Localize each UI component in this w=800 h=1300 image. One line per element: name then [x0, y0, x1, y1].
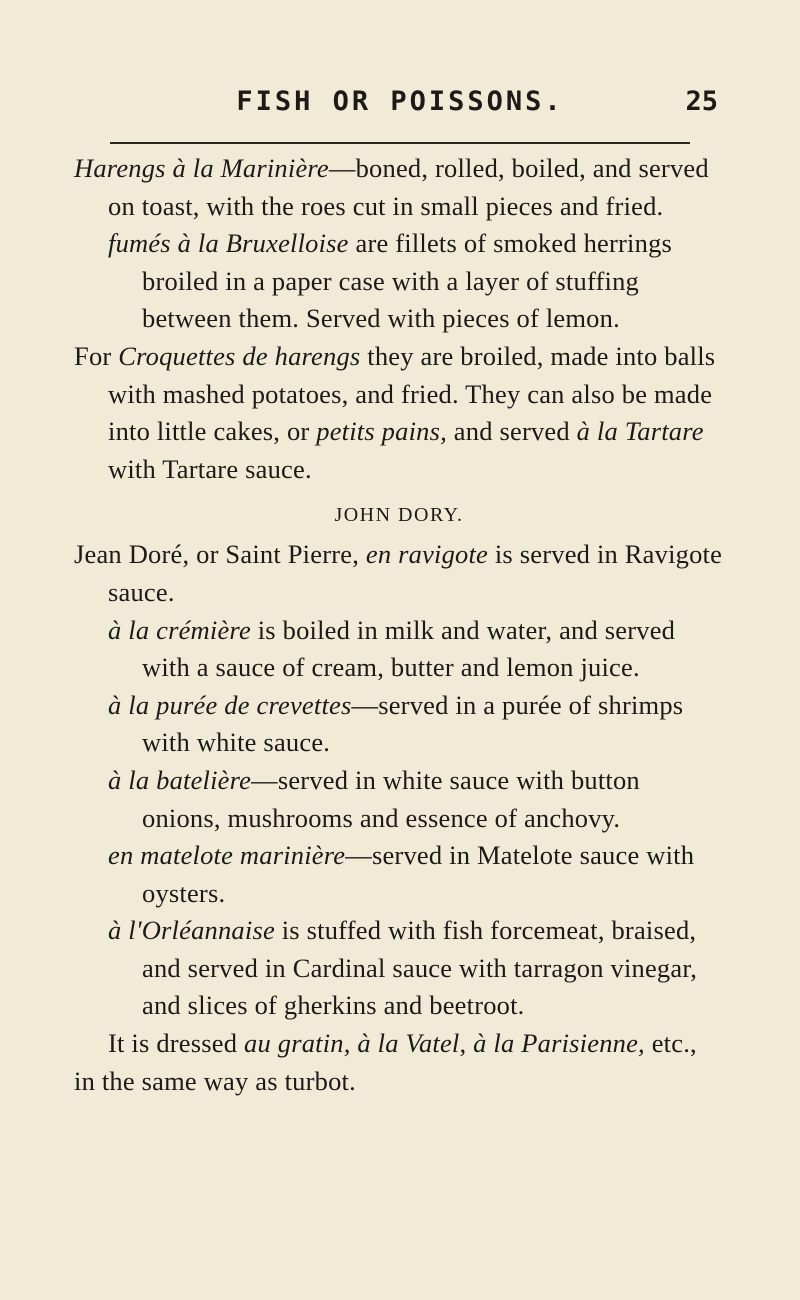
paragraph-puree-crevettes [108, 687, 724, 762]
paragraph-orleannaise [108, 912, 724, 1025]
italic-term: fumés à la Bruxelloise [108, 228, 349, 259]
paragraph-text: etc., in the same way as turbot. [74, 1028, 697, 1096]
italic-term: en ravigote [365, 539, 489, 570]
paragraph-text: are fillets of smoked herrings broiled in a paper case with a layer of stuffing between them. Served with pieces of lemon. [142, 228, 673, 334]
paragraph-matelote [108, 837, 724, 912]
paragraph-text: —boned, rolled, boiled, and served on toast, with the roes cut in small pieces and fried. [108, 153, 709, 221]
italic-term: Croquettes de harengs [118, 340, 361, 371]
page-header [0, 86, 800, 126]
italic-term: Harengs à la Marinière [74, 153, 329, 183]
italic-term: à la purée de crevettes [108, 689, 352, 720]
italic-term: à l'Orléannaise [108, 915, 275, 946]
italic-term: petits pains, [316, 416, 447, 447]
paragraph-jean-dore [74, 536, 724, 611]
paragraph-text: For [74, 340, 119, 371]
paragraph-bateliere [108, 762, 724, 837]
paragraph-text: Jean Doré, or Saint Pierre, [74, 539, 366, 570]
paragraph-text: —served in a purée of shrimps with white sauce. [142, 689, 684, 758]
paragraph-text: —served in white sauce with button onions, mushrooms and essence of anchovy. [142, 764, 640, 833]
paragraph-text: is boiled in milk and water, and served with a sauce of cream, butter and lemon juice. [142, 614, 676, 683]
italic-term: au gratin, à la Vatel, à la Parisienne, [244, 1028, 645, 1059]
italic-term: à la crémière [108, 614, 251, 645]
paragraph-text: —served in Matelote sauce with oysters. [142, 840, 695, 908]
section-heading-john-dory: JOHN DORY. [334, 504, 464, 527]
paragraph-cremiere [108, 612, 724, 687]
paragraph-text: It is dressed [108, 1028, 245, 1059]
paragraph-croquettes [74, 338, 724, 488]
paragraph-text: with Tartare sauce. [108, 453, 312, 484]
italic-term: à la Tartare [576, 416, 704, 447]
page-body [74, 150, 724, 1100]
running-title: FISH OR POISSONS. [236, 86, 564, 117]
italic-term: en matelote marinière [108, 840, 346, 871]
paragraph-text: and served [446, 416, 577, 447]
paragraph-harengs-mariniere [74, 150, 724, 225]
paragraph-text: is stuffed with fish forcemeat, braised, and served in Cardinal sauce with tarragon vinegar, and slices of gherkins and beetroot. [142, 915, 698, 1021]
page-number: 25 [685, 86, 718, 117]
paragraph-text: is served in Ravigote sauce. [108, 539, 723, 607]
header-rule [110, 142, 690, 144]
italic-term: à la batelière [108, 764, 252, 795]
paragraph-fumes-bruxelloise [108, 225, 724, 338]
paragraph-text: they are broiled, made into balls with mashed potatoes, and fried. They can also be made into little cakes, or [108, 340, 716, 447]
paragraph-dressed [74, 1025, 724, 1100]
